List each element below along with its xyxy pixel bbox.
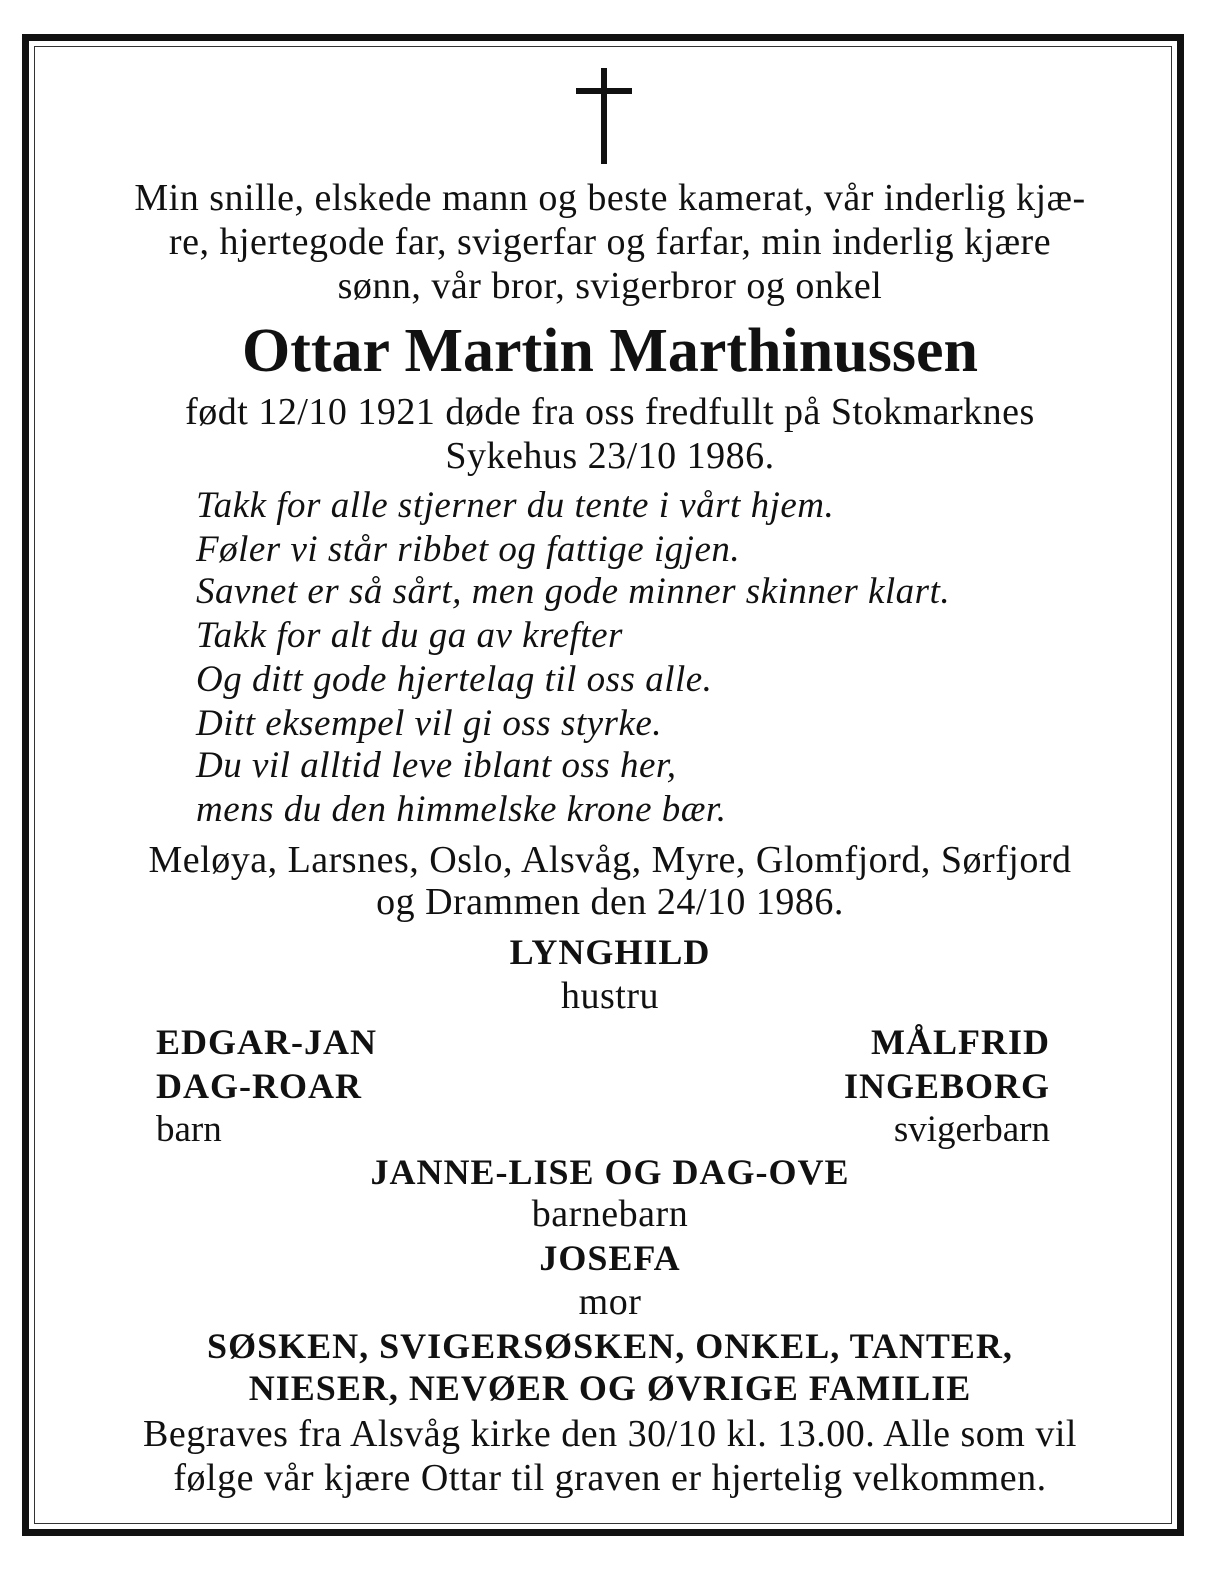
- mother-name: JOSEFA: [539, 1238, 681, 1278]
- poem-line: Takk for alle stjerner du tente i vårt hjem.: [196, 485, 835, 526]
- child-in-law-name: MÅLFRID: [871, 1022, 1050, 1062]
- other-family-line-1: SØSKEN, SVIGERSØSKEN, ONKEL, TANTER,: [207, 1326, 1013, 1366]
- children-block: [156, 1020, 377, 1152]
- intro-line-2: re, hjertegode far, svigerfar og farfar, min inderlig kjære: [168, 221, 1052, 263]
- children-in-law-block: [844, 1020, 1050, 1152]
- places-line-1: Meløya, Larsnes, Oslo, Alsvåg, Myre, Glomfjord, Sørfjord: [148, 839, 1072, 881]
- deceased-name: Ottar Martin Marthinussen: [242, 317, 978, 385]
- mother-role: mor: [578, 1281, 642, 1323]
- cross-icon: [576, 68, 632, 164]
- children-role: barn: [156, 1109, 222, 1150]
- dates-line-1: født 12/10 1921 døde fra oss fredfullt på Stokmarknes: [185, 391, 1035, 433]
- dates-line-2: Sykehus 23/10 1986.: [445, 435, 775, 477]
- child-name: DAG-ROAR: [156, 1066, 362, 1106]
- funeral-line-1: Begraves fra Alsvåg kirke den 30/10 kl. 13.00. Alle som vil: [143, 1413, 1077, 1455]
- poem-line: Og ditt gode hjertelag til oss alle.: [196, 659, 713, 700]
- poem-line: Takk for alt du ga av krefter: [196, 615, 623, 656]
- places-line-2: og Drammen den 24/10 1986.: [376, 881, 844, 923]
- child-in-law-name: INGEBORG: [843, 1066, 1050, 1106]
- intro-line-1: Min snille, elskede mann og beste kamerat, vår inderlig kjæ-: [134, 177, 1086, 219]
- funeral-line-2: følge vår kjære Ottar til graven er hjertelig velkommen.: [173, 1457, 1047, 1499]
- poem-line: Du vil alltid leve iblant oss her,: [196, 745, 677, 786]
- child-name: EDGAR-JAN: [156, 1022, 377, 1062]
- grandchildren-names: JANNE-LISE OG DAG-OVE: [370, 1152, 850, 1192]
- poem-line: Føler vi står ribbet og fattige igjen.: [196, 529, 741, 570]
- wife-role: hustru: [561, 975, 659, 1017]
- intro-line-3: sønn, vår bror, svigerbror og onkel: [337, 265, 883, 307]
- poem-line: Savnet er så sårt, men gode minner skinner klart.: [196, 571, 951, 612]
- grandchildren-role: barnebarn: [531, 1193, 689, 1235]
- poem-line: mens du den himmelske krone bær.: [196, 789, 727, 830]
- other-family-line-2: NIESER, NEVØER OG ØVRIGE FAMILIE: [248, 1368, 972, 1408]
- children-in-law-role: svigerbarn: [893, 1109, 1050, 1150]
- poem-line: Ditt eksempel vil gi oss styrke.: [196, 703, 663, 744]
- wife-name: LYNGHILD: [509, 932, 711, 972]
